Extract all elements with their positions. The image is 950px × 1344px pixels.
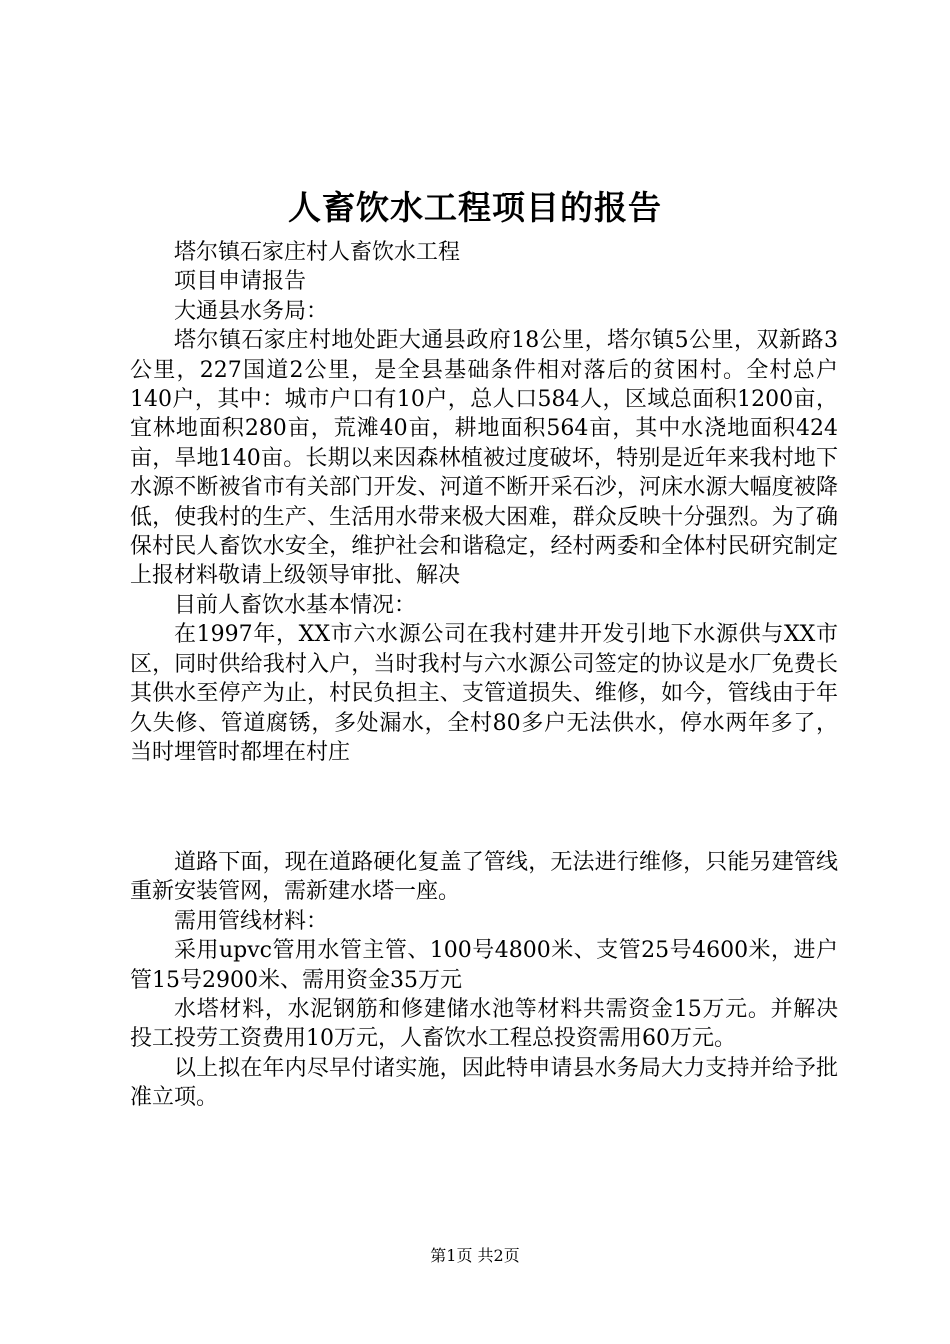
current-situation-paragraph: 在1997年，XX市六水源公司在我村建井开发引地下水源供与XX市区，同时供给我村入户，当时我村与六水源公司签定的协议是水厂免费长其供水至停产为止，村民负担主、支管道损失、维修，如今，管线由于年久失修、管道腐锈，多处漏水，全村80多户无法供水，停水两年多了，当时埋管时都埋在村庄 bbox=[130, 622, 838, 765]
closing-request-paragraph: 以上拟在年内尽早付诸实施，因此特申请县水务局大力支持并给予批准立项。 bbox=[130, 1055, 838, 1111]
materials-heading: 需用管线材料： bbox=[174, 908, 329, 934]
pipe-materials-paragraph: 采用upvc管用水管主管、100号4800米、支管25号4600米，进户管15号2900米、需用资金35万元 bbox=[130, 938, 838, 993]
addressee-line: 大通县水务局： bbox=[174, 298, 329, 324]
document-title: 人畜饮水工程项目的报告 bbox=[288, 188, 662, 227]
project-name-line: 塔尔镇石家庄村人畜饮水工程 bbox=[174, 240, 461, 265]
body-block-upper bbox=[130, 238, 838, 767]
current-situation-heading: 目前人畜饮水基本情况： bbox=[174, 592, 417, 618]
page-footer: 第1页 共2页 bbox=[430, 1246, 520, 1265]
tower-materials-paragraph: 水塔材料，水泥钢筋和修建储水池等材料共需资金15万元。并解决投工投劳工资费用10万元，人畜饮水工程总投资需用60万元。 bbox=[130, 997, 838, 1052]
body-block-lower bbox=[130, 848, 838, 1113]
village-background-paragraph: 塔尔镇石家庄村地处距大通县政府18公里，塔尔镇5公里，双新路3公里，227国道2公里，是全县基础条件相对落后的贫困村。全村总户140户，其中：城市户口有10户，总人口584人，区域总面积1200亩，宜林地面积280亩，荒滩40亩，耕地面积564亩，其中水浇地面积424亩，旱地140亩。长期以来因森林植被过度破坏，特别是近年来我村地下水源不断被省市有关部门开发、河道不断开采石沙，河床水源大幅度被降低，使我村的生产、生活用水带来极大困难，群众反映十分强烈。为了确保村民人畜饮水安全，维护社会和谐稳定，经村两委和全体村民研究制定上报材料敬请上级领导审批、解决 bbox=[130, 328, 838, 589]
continuation-paragraph: 道路下面，现在道路硬化复盖了管线，无法进行维修，只能另建管线重新安装管网，需新建水塔一座。 bbox=[130, 850, 838, 905]
report-type-line: 项目申请报告 bbox=[174, 269, 307, 295]
